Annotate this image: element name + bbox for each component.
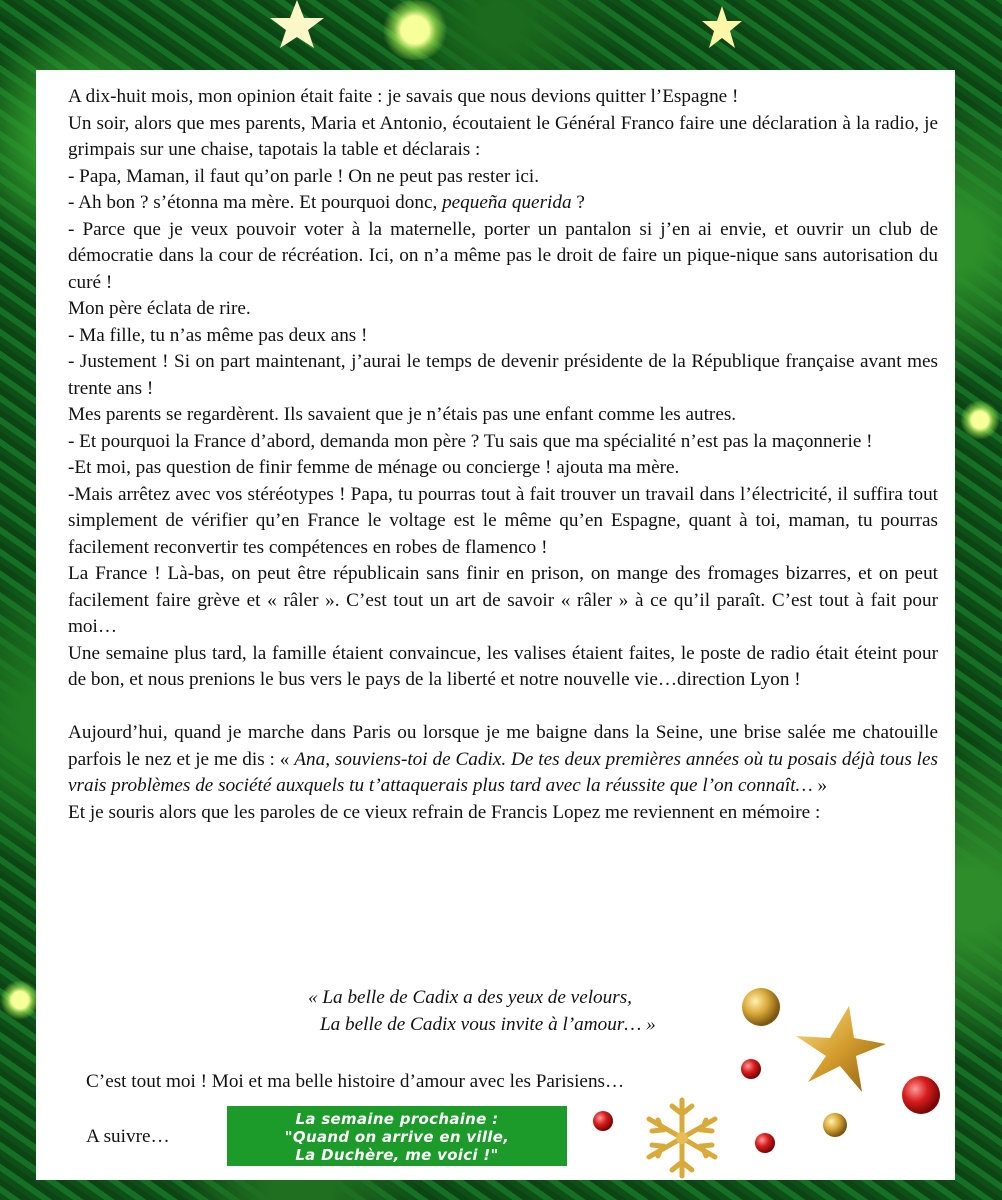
story-text (68, 84, 938, 826)
paragraph: Un soir, alors que mes parents, Maria et Antonio, écoutaient le Général Franco faire une déclaration à la radio, je grimpais sur une chaise, tapotais la table et déclarais : (68, 112, 938, 160)
paragraph: Mes parents se regardèrent. Ils savaient que je n’étais pas une enfant comme les autres. (68, 404, 737, 425)
gold-bauble-icon (822, 1112, 848, 1138)
banner-line: La Duchère, me voici !" (295, 1146, 499, 1164)
quote-line: « La belle de Cadix a des yeux de velours, (308, 987, 632, 1008)
red-bauble-icon (592, 1110, 614, 1132)
song-quote (308, 984, 656, 1038)
story-page (36, 70, 955, 1180)
gold-bauble-icon (740, 986, 782, 1028)
quote-line: La belle de Cadix vous invite à l’amour… » (320, 1014, 656, 1035)
paragraph: A dix-huit mois, mon opinion était faite : je savais que nous devions quitter l’Espagne ! (68, 86, 739, 107)
text-span: Aujourd’hui, quand je marche dans Paris ou lorsque je me baigne dans la Seine, une brise salée me chatouille parfois le nez et je me dis : « (68, 722, 938, 770)
text-span: - Ah bon ? s’étonna ma mère. Et pourquoi donc, (68, 192, 443, 213)
paragraph: -Et moi, pas question de finir femme de ménage ou concierge ! ajouta ma mère. (68, 457, 680, 478)
paragraph (68, 190, 938, 217)
paragraph: Une semaine plus tard, la famille étaient convaincue, les valises étaient faites, le poste de radio était éteint pour de bon, et nous prenions le bus vers le pays de la liberté et notre nouvelle vie…direction Lyon ! (68, 642, 938, 690)
paragraph: Mon père éclata de rire. (68, 298, 251, 319)
text-span: ? (571, 192, 585, 213)
snowflake-icon (640, 1096, 724, 1180)
paragraph (68, 720, 938, 800)
italic-text: pequeña querida (442, 192, 572, 213)
red-bauble-icon (740, 1058, 762, 1080)
star-icon (700, 6, 744, 50)
banner-line: La semaine prochaine : (295, 1110, 499, 1128)
paragraph: Et je souris alors que les paroles de ce vieux refrain de Francis Lopez me reviennent en mémoire : (68, 801, 821, 823)
closing-line: C’est tout moi ! Moi et ma belle histoire d’amour avec les Parisiens… (86, 1071, 625, 1092)
banner-line: "Quand on arrive en ville, (284, 1128, 510, 1146)
red-bauble-icon (754, 1132, 776, 1154)
paragraph: - Justement ! Si on part maintenant, j’aurai le temps de devenir présidente de la République française avant mes trente ans ! (68, 351, 938, 399)
spacer (68, 694, 938, 721)
light-glow (0, 980, 40, 1020)
star-icon (262, 0, 332, 50)
paragraph: - Et pourquoi la France d’abord, demanda mon père ? Tu sais que ma spécialité n’est pas la maçonnerie ! (68, 430, 873, 452)
light-glow (960, 400, 1000, 440)
next-week-banner (227, 1106, 567, 1166)
italic-text: Ana, souviens-toi de Cadix. De tes deux premières années où tu posais déjà tous les vrais problèmes de société auxquels tu t’attaquerais plus tard avec la réussite que l’on connaît… (68, 748, 938, 796)
paragraph: La France ! Là-bas, on peut être républicain sans finir en prison, on mange des fromages bizarres, et on peut facilement faire grève et « râler ». C’est tout un art de savoir « râler » à ce qu’il paraît. C’est tout à fait pour moi… (68, 563, 938, 637)
to-be-continued: A suivre… (86, 1126, 170, 1147)
paragraph: - Papa, Maman, il faut qu’on parle ! On ne peut pas rester ici. (68, 165, 540, 187)
paragraph: - Ma fille, tu n’as même pas deux ans ! (68, 324, 368, 346)
gold-star-icon (794, 1006, 890, 1094)
light-glow (380, 0, 450, 60)
text-span: » (812, 775, 828, 796)
paragraph: - Parce que je veux pouvoir voter à la maternelle, porter un pantalon si j’en ai envie, et ouvrir un club de démocratie dans la cour de récréation. Ici, on n’a même pas le droit de faire un pique-nique sans autorisation du curé ! (68, 218, 938, 293)
red-bauble-icon (900, 1074, 942, 1116)
paragraph: -Mais arrêtez avec vos stéréotypes ! Papa, tu pourras tout à fait trouver un travail dans l’électricité, il suffira tout simplement de vérifier qu’en France le voltage est le même qu’en Espagne, quant à toi, maman, tu pourras facilement reconvertir tes compétences en robes de flamenco ! (68, 483, 938, 558)
